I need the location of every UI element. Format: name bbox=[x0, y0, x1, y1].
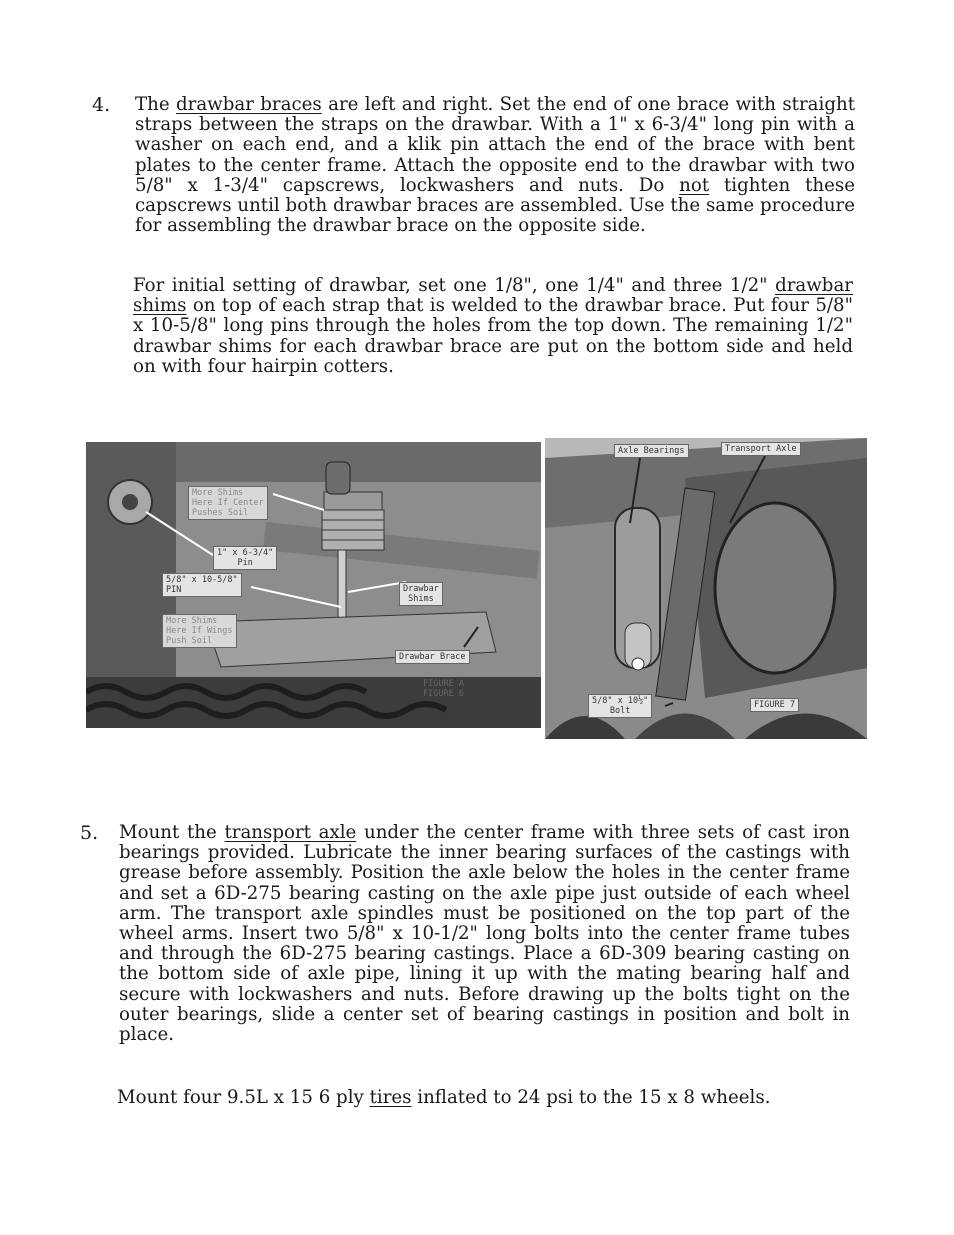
label-pin-5-8: 5/8" x 10-5/8" PIN bbox=[162, 573, 242, 597]
transport-axle-term: transport axle bbox=[224, 822, 357, 843]
item-5-paragraph-1: Mount the transport axle under the center frame with three sets of cast iron bearings provided. Lubricate the inner bearing surfaces of the castings with grease before assembly. Position the axle below the holes in the center frame and set a 6D-275 bearing casting on the axle pipe just outside of each wheel arm. The transport axle spindles must be positioned on the top part of the wheel arms. Insert two 5/8" x 10-1/2" long bolts into the center frame tubes and through the 6D-275 bearing castings. Place a 6D-309 bearing casting on the bottom side of axle pipe, lining it up with the mating bearing half and secure with lockwashers and nuts. Before drawing up the bolts tight on the outer bearings, slide a center set of bearing castings in position and bolt in place. bbox=[119, 822, 851, 1046]
item-4-paragraph-1: The drawbar braces are left and right. Set the end of one brace with straight straps between the straps on the drawbar. With a 1" x 6-3/4" long pin with a washer on each end, and a klik pin attach the end of the brace with bent plates to the center frame. Attach the opposite end to the drawbar with two 5/8" x 1-3/4" capscrews, lockwashers and nuts. Do not tighten these capscrews until both drawbar braces are assembled. Use the same procedure for assembling the drawbar brace on the opposite side. bbox=[135, 94, 856, 237]
drawbar-braces-term: drawbar braces bbox=[175, 94, 322, 115]
label-drawbar-shims: Drawbar Shims bbox=[399, 582, 443, 606]
label-bolt: 5/8" x 10½" Bolt bbox=[588, 694, 652, 718]
label-transport-axle: Transport Axle bbox=[721, 442, 801, 456]
item-5-paragraph-2: Mount four 9.5L x 15 6 ply tires inflated to 24 psi to the 15 x 8 wheels. bbox=[117, 1087, 771, 1108]
item-4-number: 4. bbox=[92, 94, 111, 116]
label-more-shims-center: More Shims Here If Center Pushes Soil bbox=[188, 486, 268, 520]
item-5-number: 5. bbox=[80, 822, 99, 844]
label-drawbar-brace: Drawbar Brace bbox=[395, 650, 470, 664]
drawbar-shims-term: drawbar shims bbox=[133, 275, 853, 317]
figure-7-caption: FIGURE 7 bbox=[750, 698, 799, 712]
tires-term: tires bbox=[369, 1087, 412, 1108]
label-more-shims-wings: More Shims Here If Wings Push Soil bbox=[162, 614, 237, 648]
label-axle-bearings: Axle Bearings bbox=[614, 444, 689, 458]
not-emphasis: not bbox=[679, 174, 710, 196]
figure-7-photo bbox=[545, 438, 867, 739]
drawbar-assembly-illustration bbox=[86, 442, 541, 728]
item-4-paragraph-2: For initial setting of drawbar, set one 1/8", one 1/4" and three 1/2" drawbar shims on top of each strap that is welded to the drawbar brace. Put four 5/8" x 10-5/8" long pins through the holes from the top down. The remaining 1/2" drawbar shims for each drawbar brace are put on the bottom side and held on with four hairpin cotters. bbox=[133, 275, 853, 377]
figure-6-photo bbox=[86, 442, 541, 728]
label-pin-1-inch: 1" x 6-3/4" Pin bbox=[213, 546, 277, 570]
figure-6-caption: FIGURE A FIGURE 6 bbox=[423, 679, 464, 699]
